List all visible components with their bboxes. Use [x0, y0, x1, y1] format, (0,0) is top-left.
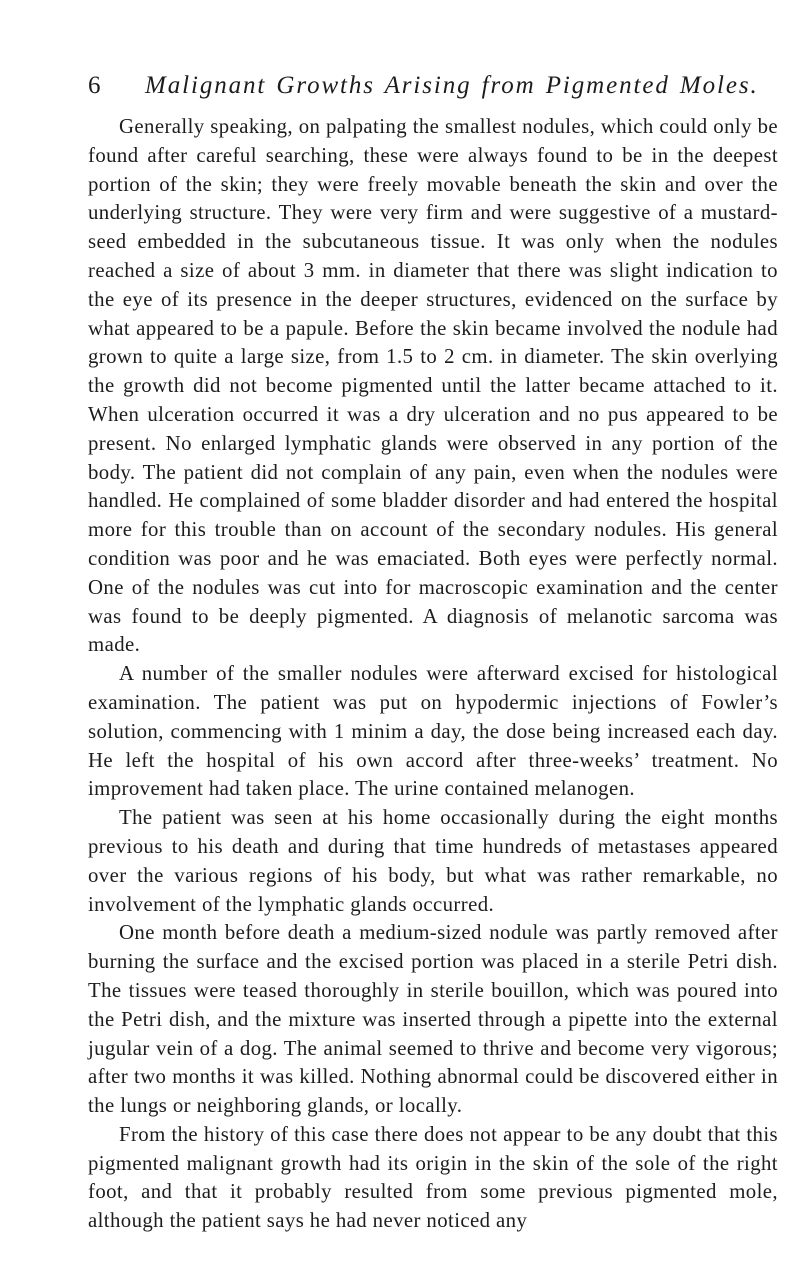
paragraph: One month before death a medium-sized nodule was partly removed after burning the surface and the excised portion was placed in a sterile Petri dish. The tissues were teased thoroughly in sterile bouillon, which was poured into the Petri dish, and the mixture was inserted through a pipette into the external jugular vein of a dog. The animal seemed to thrive and become very vigorous; after two months it was killed. Nothing abnormal could be discovered either in the lungs or neighboring glands, or locally. [88, 921, 778, 1118]
paragraph: Generally speaking, on palpating the smallest nodules, which could only be found after careful searching, these were always found to be in the deepest portion of the skin; they were freely movable beneath the skin and over the underlying structure. They were very firm and were suggestive of a mustard-seed embedded in the subcutaneous tissue. It was only when the nodules reached a size of about 3 mm. in diameter that there was slight indication to the eye of its presence in the deeper structures, evidenced on the surface by what appeared to be a papule. Before the skin became involved the nodule had grown to quite a large size, from 1.5 to 2 cm. in diameter. The skin overlying the growth did not become pigmented until the latter became attached to it. When ulceration occurred it was a dry ulceration and no pus appeared to be present. No enlarged lymphatic glands were observed in any portion of the body. The patient did not complain of any pain, even when the nodules were handled. He complained of some bladder disorder and had entered the hospital more for this trouble than on account of the secondary nodules. His general condition was poor and he was emaciated. Both eyes were perfectly normal. One of the nodules was cut into for macroscopic examination and the center was found to be deeply pigmented. A diagnosis of melanotic sarcoma was made. [88, 115, 778, 657]
running-title: Malignant Growths Arising from Pigmented Moles. [145, 72, 759, 99]
paragraph: The patient was seen at his home occasionally during the eight months previous to his death and during that time hundreds of metastases appeared over the various regions of his body, but what was rather remarkable, no involvement of the lymphatic glands occurred. [88, 806, 778, 916]
paragraph: From the history of this case there does not appear to be any doubt that this pigmented malignant growth had its origin in the skin of the sole of the right foot, and that it probably resulted from some previous pigmented mole, although the patient says he had never noticed any [88, 1122, 778, 1233]
running-header [88, 66, 778, 106]
page-number: 6 [88, 72, 101, 99]
body-text [88, 113, 778, 1236]
paragraph: A number of the smaller nodules were afterward excised for histological examination. The patient was put on hypodermic injections of Fowler’s solution, commencing with 1 minim a day, the dose being increased each day. He left the hospital of his own accord after three-weeks’ treatment. No improvement had taken place. The urine contained melanogen. [88, 662, 778, 801]
